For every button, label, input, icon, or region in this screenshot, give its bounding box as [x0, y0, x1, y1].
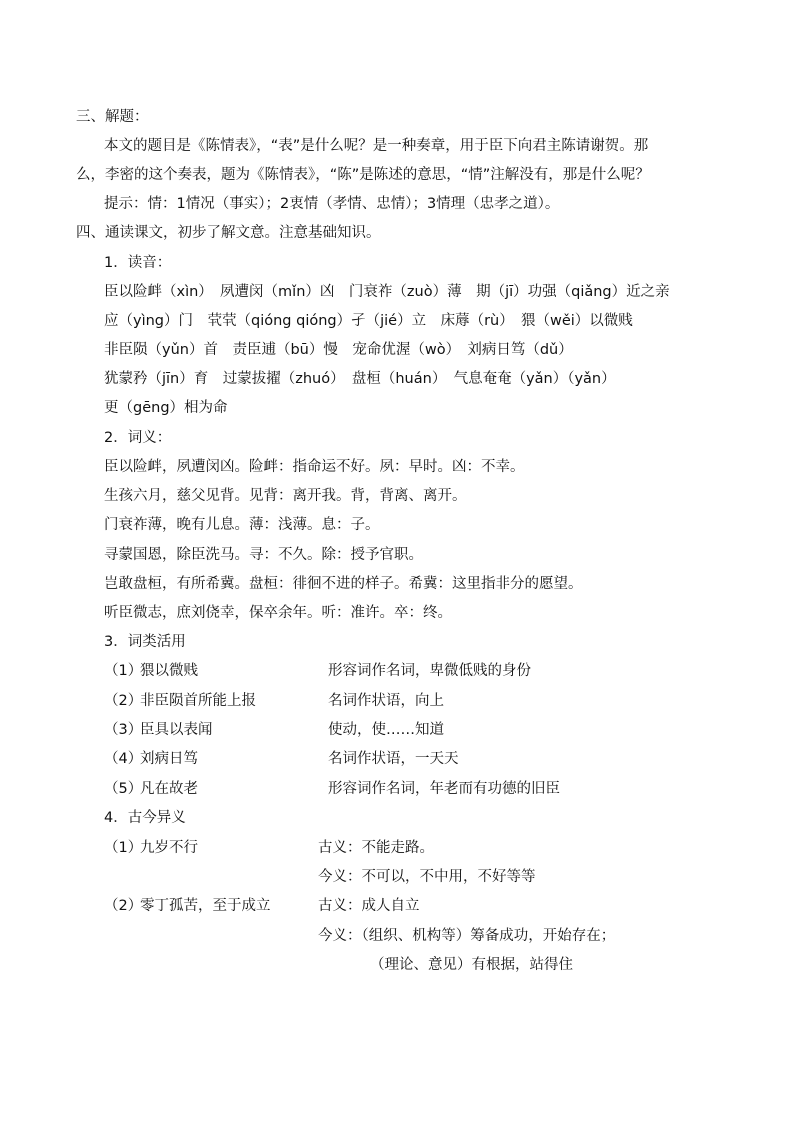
section3-para1-line1: 本文的题目是《陈情表》，“表”是什么呢？是一种奏章，用于臣下向君主陈请谢贺。那	[104, 138, 649, 154]
class-use-phrase: 猥以微贱	[140, 663, 198, 679]
modern-meaning: 今义：不可以，不中用，不好等等	[318, 869, 536, 885]
class-use-num: （2）	[104, 693, 143, 709]
meaning-line: 寻蒙国恩，除臣洗马。寻：不久。除：授予官职。	[104, 547, 423, 563]
class-use-phrase: 刘病日笃	[140, 751, 198, 767]
ancient-modern-num: （1）	[104, 840, 143, 856]
class-use-num: （1）	[104, 663, 143, 679]
reading-line: 非臣陨（yǔn）首 责臣逋（bū）慢 宠命优渥（wò） 刘病日笃（dǔ）	[104, 342, 573, 358]
meaning-line: 臣以险衅，夙遭闵凶。险衅：指命运不好。夙：早时。凶：不幸。	[104, 459, 525, 475]
modern-meaning-continued: （理论、意见）有根据，站得住	[370, 957, 573, 973]
class-use-note: 使动，使……知道	[328, 722, 444, 738]
ancient-modern-phrase: 九岁不行	[140, 840, 198, 856]
class-use-num: （5）	[104, 781, 143, 797]
reading-line: 臣以险衅（xìn） 夙遭闵（mǐn）凶 门衰祚（zuò）薄 期（jī）功强（qiǎng）近之亲	[104, 284, 670, 300]
class-use-note: 名词作状语，一天天	[328, 751, 459, 767]
meaning-line: 岂敢盘桓，有所希冀。盘桓：徘徊不进的样子。希冀：这里指非分的愿望。	[104, 576, 583, 592]
ancient-meaning: 古义：不能走路。	[318, 840, 434, 856]
reading-line: 更（gēng）相为命	[104, 400, 228, 416]
class-use-note: 名词作状语，向上	[328, 693, 444, 709]
ancient-modern-num: （2）	[104, 898, 143, 914]
meaning-line: 门衰祚薄，晚有儿息。薄：浅薄。息：子。	[104, 517, 380, 533]
reading-title: 1．读音：	[104, 255, 172, 271]
meaning-line: 生孩六月，慈父见背。见背：离开我。背，背离、离开。	[104, 488, 467, 504]
class-use-note: 形容词作名词，年老而有功德的旧臣	[328, 781, 560, 797]
section3-hint: 提示：情：1情况（事实）；2衷情（孝情、忠情）；3情理（忠孝之道）。	[104, 196, 560, 212]
reading-line: 应（yìng）门 茕茕（qióng qióng）孑（jié）立 床蓐（rù） 猥（wěi）以微贱	[104, 313, 633, 329]
class-use-num: （3）	[104, 722, 143, 738]
class-use-num: （4）	[104, 751, 143, 767]
class-use-note: 形容词作名词，卑微低贱的身份	[328, 663, 531, 679]
class-use-phrase: 凡在故老	[140, 781, 198, 797]
class-use-phrase: 非臣陨首所能上报	[140, 693, 256, 709]
section3-para1-line2: 么，李密的这个奏表，题为《陈情表》，“陈”是陈述的意思，“情”注解没有，那是什么呢？	[76, 167, 650, 183]
ancient-meaning: 古义：成人自立	[318, 898, 420, 914]
ancient-modern-title: 4．古今异义	[104, 810, 186, 826]
modern-meaning: 今义：（组织、机构等）筹备成功，开始存在；	[318, 928, 616, 944]
meaning-line: 听臣微志，庶刘侥幸，保卒余年。听：准许。卒：终。	[104, 605, 452, 621]
ancient-modern-phrase: 零丁孤苦，至于成立	[140, 898, 271, 914]
meaning-title: 2．词义：	[104, 430, 172, 446]
reading-line: 犹蒙矜（jīn）育 过蒙拔擢（zhuó） 盘桓（huán） 气息奄奄（yǎn）（yǎn）	[104, 371, 616, 387]
class-use-title: 3．词类活用	[104, 634, 186, 650]
section3-heading: 三、解题：	[76, 109, 149, 125]
section4-heading: 四、通读课文，初步了解文意。注意基础知识。	[76, 225, 381, 241]
class-use-phrase: 臣具以表闻	[140, 722, 213, 738]
